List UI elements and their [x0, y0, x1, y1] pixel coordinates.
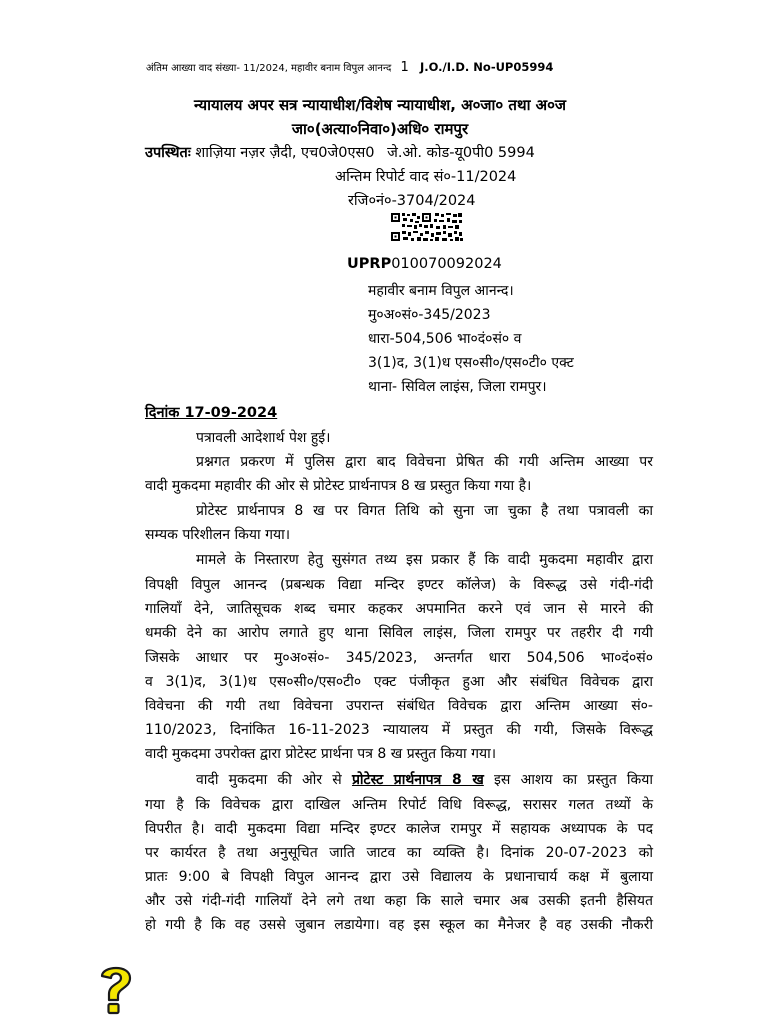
body-line: गालियाँ देने, जातिसूचक शब्द चमार कहकर अपमानित करने एवं जान से मारने की	[145, 601, 653, 617]
cnr-number	[347, 256, 502, 272]
protest-emphasis: प्रोटेस्ट प्रार्थनापत्र 8 ख	[351, 772, 484, 788]
cnr-prefix: UPRP	[347, 256, 392, 272]
body-line: पर कार्यरत है तथा अनुसूचित जाति जाटव का व्यक्ति है। दिनांक 20-07-2023 को	[145, 845, 653, 861]
case-title: महावीर बनाम विपुल आनन्द।	[368, 283, 514, 299]
body-line: विपरीत है। वादी मुकदमा विद्या मन्दिर इण्टर कालेज रामपुर में सहायक अध्यापक के पद	[145, 821, 653, 837]
body-line: व 3(1)द, 3(1)ध एस०सी०/एस०टी० एक्ट पंजीकृत हुआ और संबंधित विवेचक द्वारा	[145, 674, 653, 690]
presiding-name: शाज़िया नज़र ज़ैदी, एच0जे0एस0	[195, 145, 375, 161]
page-number: 1	[400, 60, 409, 75]
page-header	[146, 60, 586, 75]
final-report-number: अन्तिम रिपोर्ट वाद सं०-11/2024	[335, 169, 517, 185]
body-line: प्रोटेस्ट प्रार्थनापत्र 8 ख पर विगत तिथि को सुना जा चुका है तथा पत्रावली का	[196, 503, 653, 519]
presiding-label: उपस्थितः	[145, 145, 191, 161]
body-line: हो गयी है कि वह उससे जुबान लडायेगा। वह इस स्कूल का मैनेजर है वह उसकी नौकरी	[145, 917, 653, 933]
body-line: प्रश्नगत प्रकरण में पुलिस द्वारा बाद विवेचना प्रेषित की गयी अन्तिम आख्या पर	[196, 454, 653, 470]
order-date: दिनांक 17-09-2024	[145, 405, 278, 421]
body-line: सम्यक परिशीलन किया गया।	[145, 527, 291, 543]
body-line: पत्रावली आदेशार्थ पेश हुई।	[196, 430, 331, 446]
qr-code-icon	[390, 212, 464, 242]
presiding-officer	[145, 142, 535, 162]
court-title-line2: जा०(अत्या०निवा०)अधि० रामपुर	[291, 120, 469, 138]
body-line: वादी मुकदमा उपरोक्त द्वारा प्रोटेस्ट प्रार्थना पत्र 8 ख प्रस्तुत किया गया।	[145, 746, 497, 762]
sections-line: धारा-504,506 भा०दं०सं० व	[368, 331, 522, 347]
act-line: 3(1)द, 3(1)ध एस०सी०/एस०टी० एक्ट	[368, 355, 574, 371]
jo-code: जे.ओ. कोड-यू0पी0 5994	[387, 145, 535, 161]
protest-lead: वादी मुकदमा की ओर से	[196, 772, 342, 788]
body-line: धमकी देने का आरोप लगाते हुए थाना सिविल लाइंस, जिला रामपुर पर तहरीर दी गयी	[145, 625, 653, 641]
body-line: गया है कि विवेचक द्वारा दाखिल अन्तिम रिपोर्ट विधि विरूद्ध, सरासर गलत तथ्यों के	[145, 797, 653, 813]
crime-number: मु०अ०सं०-345/2023	[368, 307, 491, 323]
protest-tail: इस आशय का प्रस्तुत किया	[494, 772, 654, 788]
body-line: जिसके आधार पर मु०अ०सं०- 345/2023, अन्तर्गत धारा 504,506 भा०दं०सं०	[145, 650, 653, 666]
body-line: 110/2023, दिनांकित 16-11-2023 न्यायालय में प्रस्तुत की गयी, जिसके विरूद्ध	[145, 722, 653, 738]
body-line: विपक्षी विपुल आनन्द (प्रबन्धक विद्या मन्दिर इण्टर कॉलेज) के विरूद्ध उसे गंदी-गंदी	[145, 577, 653, 593]
body-line: और उसे गंदी-गंदी गालियाँ देने लगे तथा कहा कि साले चमार अब उसकी इतनी हैसियत	[145, 893, 653, 909]
header-case-ref: अंतिम आख्या वाद संख्या- 11/2024, महावीर बनाम विपुल आनन्द	[146, 63, 392, 74]
police-station-line: थाना- सिविल लाइंस, जिला रामपुर।	[368, 379, 547, 395]
registration-number: रजि०नं०-3704/2024	[348, 193, 476, 209]
court-title-line1: न्यायालय अपर सत्र न्यायाधीश/विशेष न्यायाधीश, अ०जा० तथा अ०ज	[193, 96, 567, 114]
body-line: मामले के निस्तारण हेतु सुसंगत तथ्य इस प्रकार हैं कि वादी मुकदमा महावीर द्वारा	[196, 552, 653, 568]
question-mark-icon[interactable]	[96, 962, 136, 1016]
cnr-digits: 010070092024	[391, 256, 502, 272]
body-line: विवेचना की गयी तथा विवेचना उपरान्त संबंधित विवेचक द्वारा अन्तिम आख्या सं०-	[145, 698, 653, 714]
body-line: वादी मुकदमा महावीर की ओर से प्रोटेस्ट प्रार्थनापत्र 8 ख प्रस्तुत किया गया है।	[145, 478, 532, 494]
jo-id: J.O./I.D. No-UP05994	[419, 60, 554, 74]
protest-para-first-line	[196, 770, 653, 789]
body-line: प्रातः 9:00 बे विपक्षी विपुल आनन्द द्वारा उसे विद्यालय के प्रधानाचार्य कक्ष में बुलाया	[145, 869, 653, 885]
